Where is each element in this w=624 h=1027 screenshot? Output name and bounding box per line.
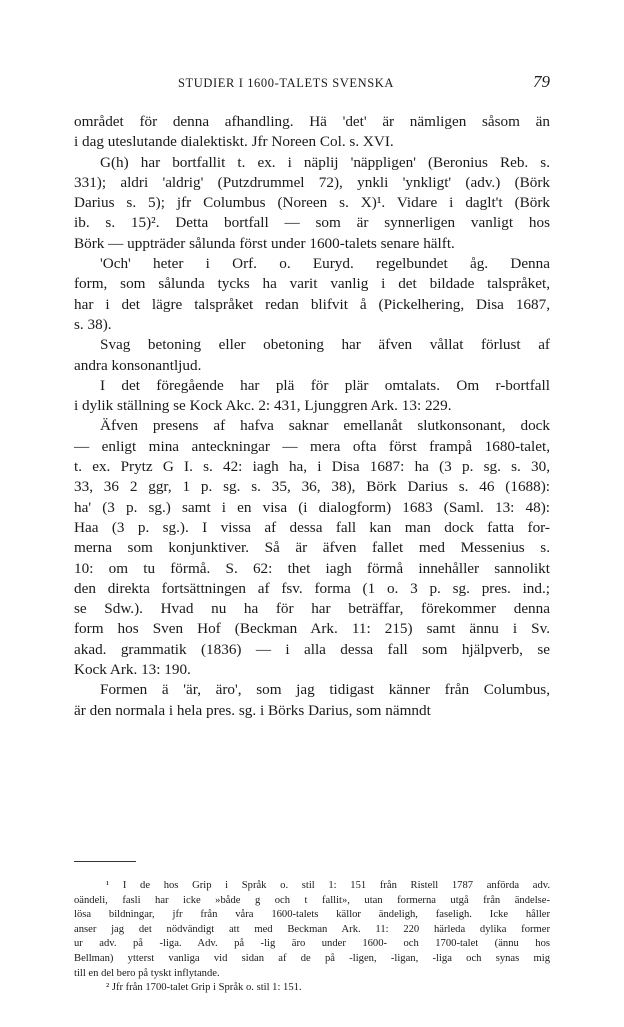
text-line: ha' (3 p. sg.) samt i en visa (i dialogform) 1683 (Saml. 13: 48):: [74, 498, 550, 516]
text-line: t. ex. Prytz G I. s. 42: iagh ha, i Disa 1687: ha (3 p. sg. s. 30,: [74, 458, 550, 476]
main-text: [74, 112, 550, 721]
text-line: i dylik ställning se Kock Akc. 2: 431, Ljunggren Ark. 13: 229.: [74, 397, 452, 415]
text-line: se Sdw.). Hvad nu ha för har beträffar, förekommer denna: [74, 600, 550, 618]
text-line: Äfven presens af hafva saknar emellanåt slutkonsonant, dock: [100, 417, 550, 435]
footnote-line: Bellman) ytterst vanliga vid sidan af de på -ligen, -ligan, -liga och synas mig: [74, 952, 550, 964]
text-line: området för denna afhandling. Hä 'det' är nämligen såsom än: [74, 113, 550, 130]
text-line: akad. grammatik (1836) — i alla dessa fall som hjälpverb, se: [74, 640, 550, 658]
text-line: Börk — uppträder sålunda först under 1600-talets senare hälft.: [74, 234, 455, 252]
text-line: ib. s. 15)². Detta bortfall — som är synnerligen vanligt hos: [74, 214, 550, 232]
footnote-line: lösa bildningar, jfr från våra 1600-talets källor ändeligh, faseligh. Icke håller: [74, 909, 550, 921]
footnote-line: ¹ I de hos Grip i Språk o. stil 1: 151 från Ristell 1787 anförda adv.: [106, 880, 550, 891]
running-title: STUDIER I 1600-TALETS SVENSKA: [178, 76, 395, 90]
text-line: G(h) har bortfallit t. ex. i näplij 'näppligen' (Beronius Reb. s.: [100, 153, 550, 171]
text-line: I det föregående har plä för plär omtalats. Om r-bortfall: [100, 376, 550, 394]
text-line: form hos Sven Hof (Beckman Ark. 11: 215) samt ännu i Sv.: [74, 620, 550, 638]
footnote-line: ur adv. på -liga. Adv. på -lig äro under 1600- och 1700-talet (ännu hos: [74, 938, 550, 950]
footnote-line: till en del bero på tyskt inflytande.: [74, 967, 220, 979]
text-line: Svag betoning eller obetoning har äfven vållat förlust af: [100, 336, 550, 354]
text-line: 331); aldri 'aldrig' (Putzdrummel 72), ynkli 'ynkligt' (adv.) (Börk: [74, 173, 550, 191]
text-line: 'Och' heter i Orf. o. Euryd. regelbundet åg. Denna: [100, 255, 550, 273]
text-line: — enligt mina anteckningar — mera ofta först frampå 1680-talet,: [74, 437, 550, 455]
text-line: Darius s. 5); jfr Columbus (Noreen s. X)¹. Vidare i daglt't (Börk: [74, 194, 550, 212]
footnote-line: oändeli, fasli har icke »både g och t fallit», utan formerna utgå från ändelse-: [74, 894, 550, 906]
text-line: merna som konjunktiver. Så är äfven fallet med Messenius s.: [74, 539, 550, 557]
footnote-rule: [74, 861, 136, 862]
text-line: Kock Ark. 13: 190.: [74, 661, 191, 679]
text-line: 33, 36 2 ggr, 1 p. sg. s. 35, 36, 38), Börk Darius s. 46 (1688):: [74, 478, 550, 496]
text-line: Formen ä 'är, äro', som jag tidigast känner från Columbus,: [100, 681, 550, 699]
text-line: har i det lägre talspråket redan blifvit å (Pickelhering, Disa 1687,: [74, 295, 550, 313]
footnote-line: anser jag det nödvändigt att med Beckman Ark. 11: 220 härleda dylika former: [74, 923, 550, 935]
footnotes: [74, 879, 550, 996]
text-line: andra konsonantljud.: [74, 356, 202, 374]
text-line: Haa (3 p. sg.). I vissa af dessa fall kan man dock fatta for-: [74, 518, 550, 536]
text-line: form, som sålunda tycks ha varit vanlig i det bildade talspråket,: [74, 275, 550, 293]
text-line: 10: om tu förmå. S. 62: thet iagh förmå innehåller sannolikt: [74, 559, 550, 577]
text-line: den direkta fortsättningen af fsv. forma (1 o. 3 p. sg. pres. ind.;: [74, 579, 550, 597]
text-line: är den normala i hela pres. sg. i Börks Darius, som nämndt: [74, 701, 431, 719]
running-header: [74, 72, 550, 92]
text-line: s. 38).: [74, 315, 112, 333]
footnote-line: ² Jfr från 1700-talet Grip i Språk o. stil 1: 151.: [106, 982, 302, 994]
text-line: i dag uteslutande dialektiskt. Jfr Noreen Col. s. XVI.: [74, 133, 394, 151]
page-number: 79: [533, 72, 550, 91]
